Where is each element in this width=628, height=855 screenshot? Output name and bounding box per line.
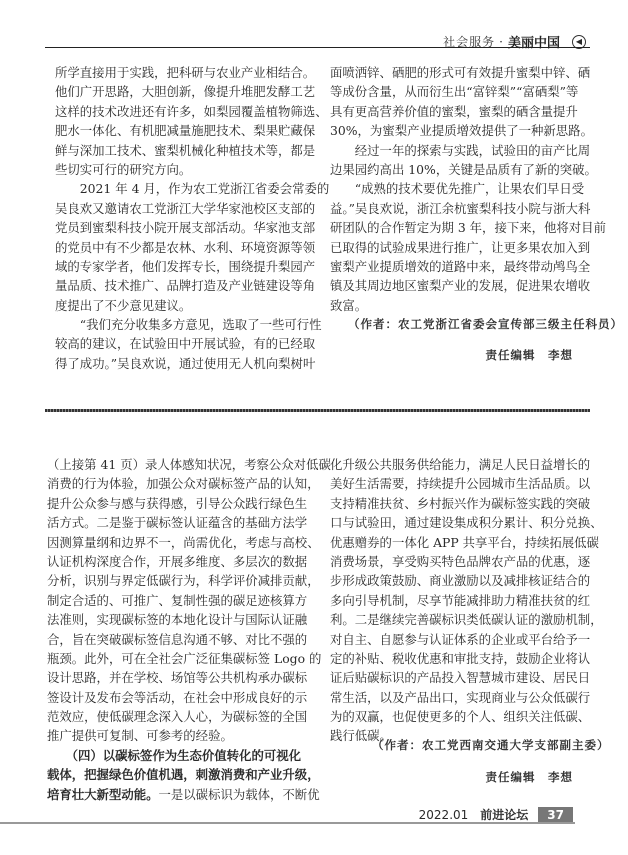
text-line: 蜜梨产业提质增效的道路中来，最终带动鸬鸟全 [330,258,591,274]
text-line: 常生活，以及产品出口，实现商业与公众低碳行 [330,689,591,705]
text-line: 30%，为蜜梨产业提质增效提供了一种新思路。 [330,123,593,139]
lower-left-column [47,455,331,804]
header-rule [45,47,590,48]
text-line: 肥水一体化、有机肥减量施肥技术、梨果贮藏保 [55,123,316,139]
text-line: 所学直接用于实践，把科研与农业产业相结合。 [55,65,316,80]
text-line: 具有更高营养价值的蜜梨，蜜梨的硒含量提升 [330,103,578,119]
text-line [47,746,301,765]
text-line: 步形成政策鼓励、商业激励以及减排核证结合的 [330,573,591,589]
bold-heading-text: （四）以碳标签作为生态价值转化的可视化 [47,747,302,763]
footer-rule [0,822,575,824]
text-line: 度提出了不少意见建议。 [55,297,192,313]
text-line: 致富。 [330,297,368,313]
upper-right-column [330,63,606,315]
text-line: 设计思路，并在学校、场馆等公共机构承办碳标 [47,670,308,686]
bold-heading-text: 载体，把握绿色价值机遇，刺激消费和产业升级， [47,767,320,783]
text-line: 践行低碳。 [330,728,392,744]
text-line: 制定合适的、可推广、复制性强的碳足迹核算方 [47,592,308,608]
section-name: 社会服务 [443,35,496,49]
text-line: 研团队的合作暂定为期 3 年，接下来，他将对目前 [330,220,606,236]
text-line: 的党员中有不少都是农林、水利、环境资源等领 [55,239,316,255]
text-line: 提升公众参与感与获得感，引导公众践行绿色生 [47,495,308,511]
text-line: 范效应，使低碳理念深入人心，为碳标签的全国 [47,709,308,725]
text-line: 吴良欢又邀请农工党浙江大学华家池校区支部的 [55,200,316,216]
text-line: 面喷洒锌、硒肥的形式可有效提升蜜梨中锌、硒 [330,65,591,80]
text-line: 消费场景，享受购买特色品牌农产品的优惠，逐 [330,553,591,569]
page-number: 37 [538,807,573,823]
text-line [47,785,320,804]
text-line: “我们充分收集多方意见，选取了一些可行性 [55,317,322,333]
text-line: （上接第 41 页）录人体感知状况，考察公众对低碳 [47,457,331,472]
text-line: 益。”吴良欢说，浙江余杭蜜梨科技小院与浙大科 [330,200,591,216]
text-line: 分析，识别与界定低碳行为，科学评价减排贡献， [47,573,320,589]
text-line: 签设计及发布会等活动，在社会中形成良好的示 [47,689,308,705]
lower-author-note: （作者：农工党西南交通大学支部副主委） [372,738,610,752]
text-line: 镇及其周边地区蜜梨产业的发展，促进果农增收 [330,278,591,294]
arrow-circle-icon: ◀ [572,35,586,49]
upper-left-column [55,63,330,373]
text-line: 党员到蜜梨科技小院开展支部活动。华家池支部 [55,220,316,236]
body-text: 一是以碳标识为载体，不断优 [158,786,320,802]
text-line: 活方式。二是鉴于碳标签认证蕴含的基础方法学 [47,515,308,531]
text-line: 瓶颈。此外，可在全社会广泛征集碳标签 Logo 的 [47,650,322,666]
text-line: 多向引导机制，尽享节能减排助力精准扶贫的红 [330,592,591,608]
text-line: 这样的技术改进还有许多，如梨园覆盖植物筛选、 [55,103,328,119]
text-line: 口与试验田，通过建设集成积分累计、积分兑换、 [330,515,603,531]
text-line: 定的补贴、税收优惠和审批支持，鼓励企业将认 [330,650,591,666]
upper-author-note: （作者：农工党浙江省委会宣传部三级主任科员） [348,317,623,331]
page-footer [419,806,573,823]
text-line: 推广提供可复制、可参考的经验。 [47,728,233,744]
text-line: 已取得的试验成果进行推广，让更多果农加入到 [330,239,591,255]
text-line: 为的双赢，也促使更多的个人、组织关注低碳、 [330,709,591,725]
text-line: 得了成功。”吴良欢说，通过使用无人机向梨树叶 [55,355,316,371]
text-line: 等成份含量，从而衍生出“富锌梨”“富硒梨”等 [330,84,579,100]
text-line: 证后贴碳标识的产品投入智慧城市建设、居民日 [330,670,591,686]
text-line: 些切实可行的研究方向。 [55,161,192,177]
text-line: 2021 年 4 月，作为农工党浙江省委会常委的 [55,181,330,197]
bold-heading-text: 培育壮大新型动能。 [47,786,159,802]
upper-editor-credit: 责任编辑 李想 [485,348,573,362]
text-line: 认证机构深度合作，开展多维度、多层次的数据 [47,553,308,569]
text-line: 鲜与深加工技术、蜜梨机械化种植技术等，都是 [55,142,316,158]
text-line: 法准则，实现碳标签的本地化设计与国际认证融 [47,612,308,628]
column-title: 美丽中国 [507,36,560,51]
text-line: 边果园约高出 10%，关键是品质有了新的突破。 [330,161,597,177]
text-line: 消费的行为体验，加强公众对碳标签产品的认知， [47,476,320,492]
text-line: 对自主、自愿参与认证体系的企业或平台给予一 [330,631,591,647]
text-line: 他们广开思路，大胆创新，像提升堆肥发酵工艺 [55,84,316,100]
text-line: 经过一年的探索与实践，试验田的亩产比周 [330,142,591,158]
text-line: “成熟的技术要优先推广，让果农们早日受 [330,181,585,197]
text-line: 利。二是继续完善碳标识类低碳认证的激励机制， [330,612,603,628]
text-line: 因测算量纲和边界不一，尚需优化，考虑与高校、 [47,534,320,550]
issue-date: 2022.01 [418,807,469,822]
text-line: 量品质、技术推广、品牌打造及产业链建设等角 [55,278,316,294]
text-line: 支持精准扶贫、乡村振兴作为碳标签实践的突破 [330,495,591,511]
running-header [443,32,586,51]
magazine-name: 前进论坛 [480,808,529,822]
text-line [47,765,320,784]
lower-editor-credit: 责任编辑 李想 [485,770,573,784]
text-line: 美好生活需要，持续提升公园城市生活品质。以 [330,476,591,492]
header-separator: · [499,34,504,49]
text-line: 合，旨在突破碳标签信息沟通不够、对比不强的 [47,631,308,647]
text-line: 优惠赠券的一体化 APP 共享平台，持续拓展低碳 [330,534,599,550]
text-line: 域的专家学者，他们发挥专长，围绕提升梨园产 [55,258,316,274]
text-line: 较高的建议，在试验田中开展试验，有的已经取 [55,336,316,352]
article-divider [45,409,590,412]
text-line: 化升级公共服务供给能力，满足人民日益增长的 [330,457,591,472]
